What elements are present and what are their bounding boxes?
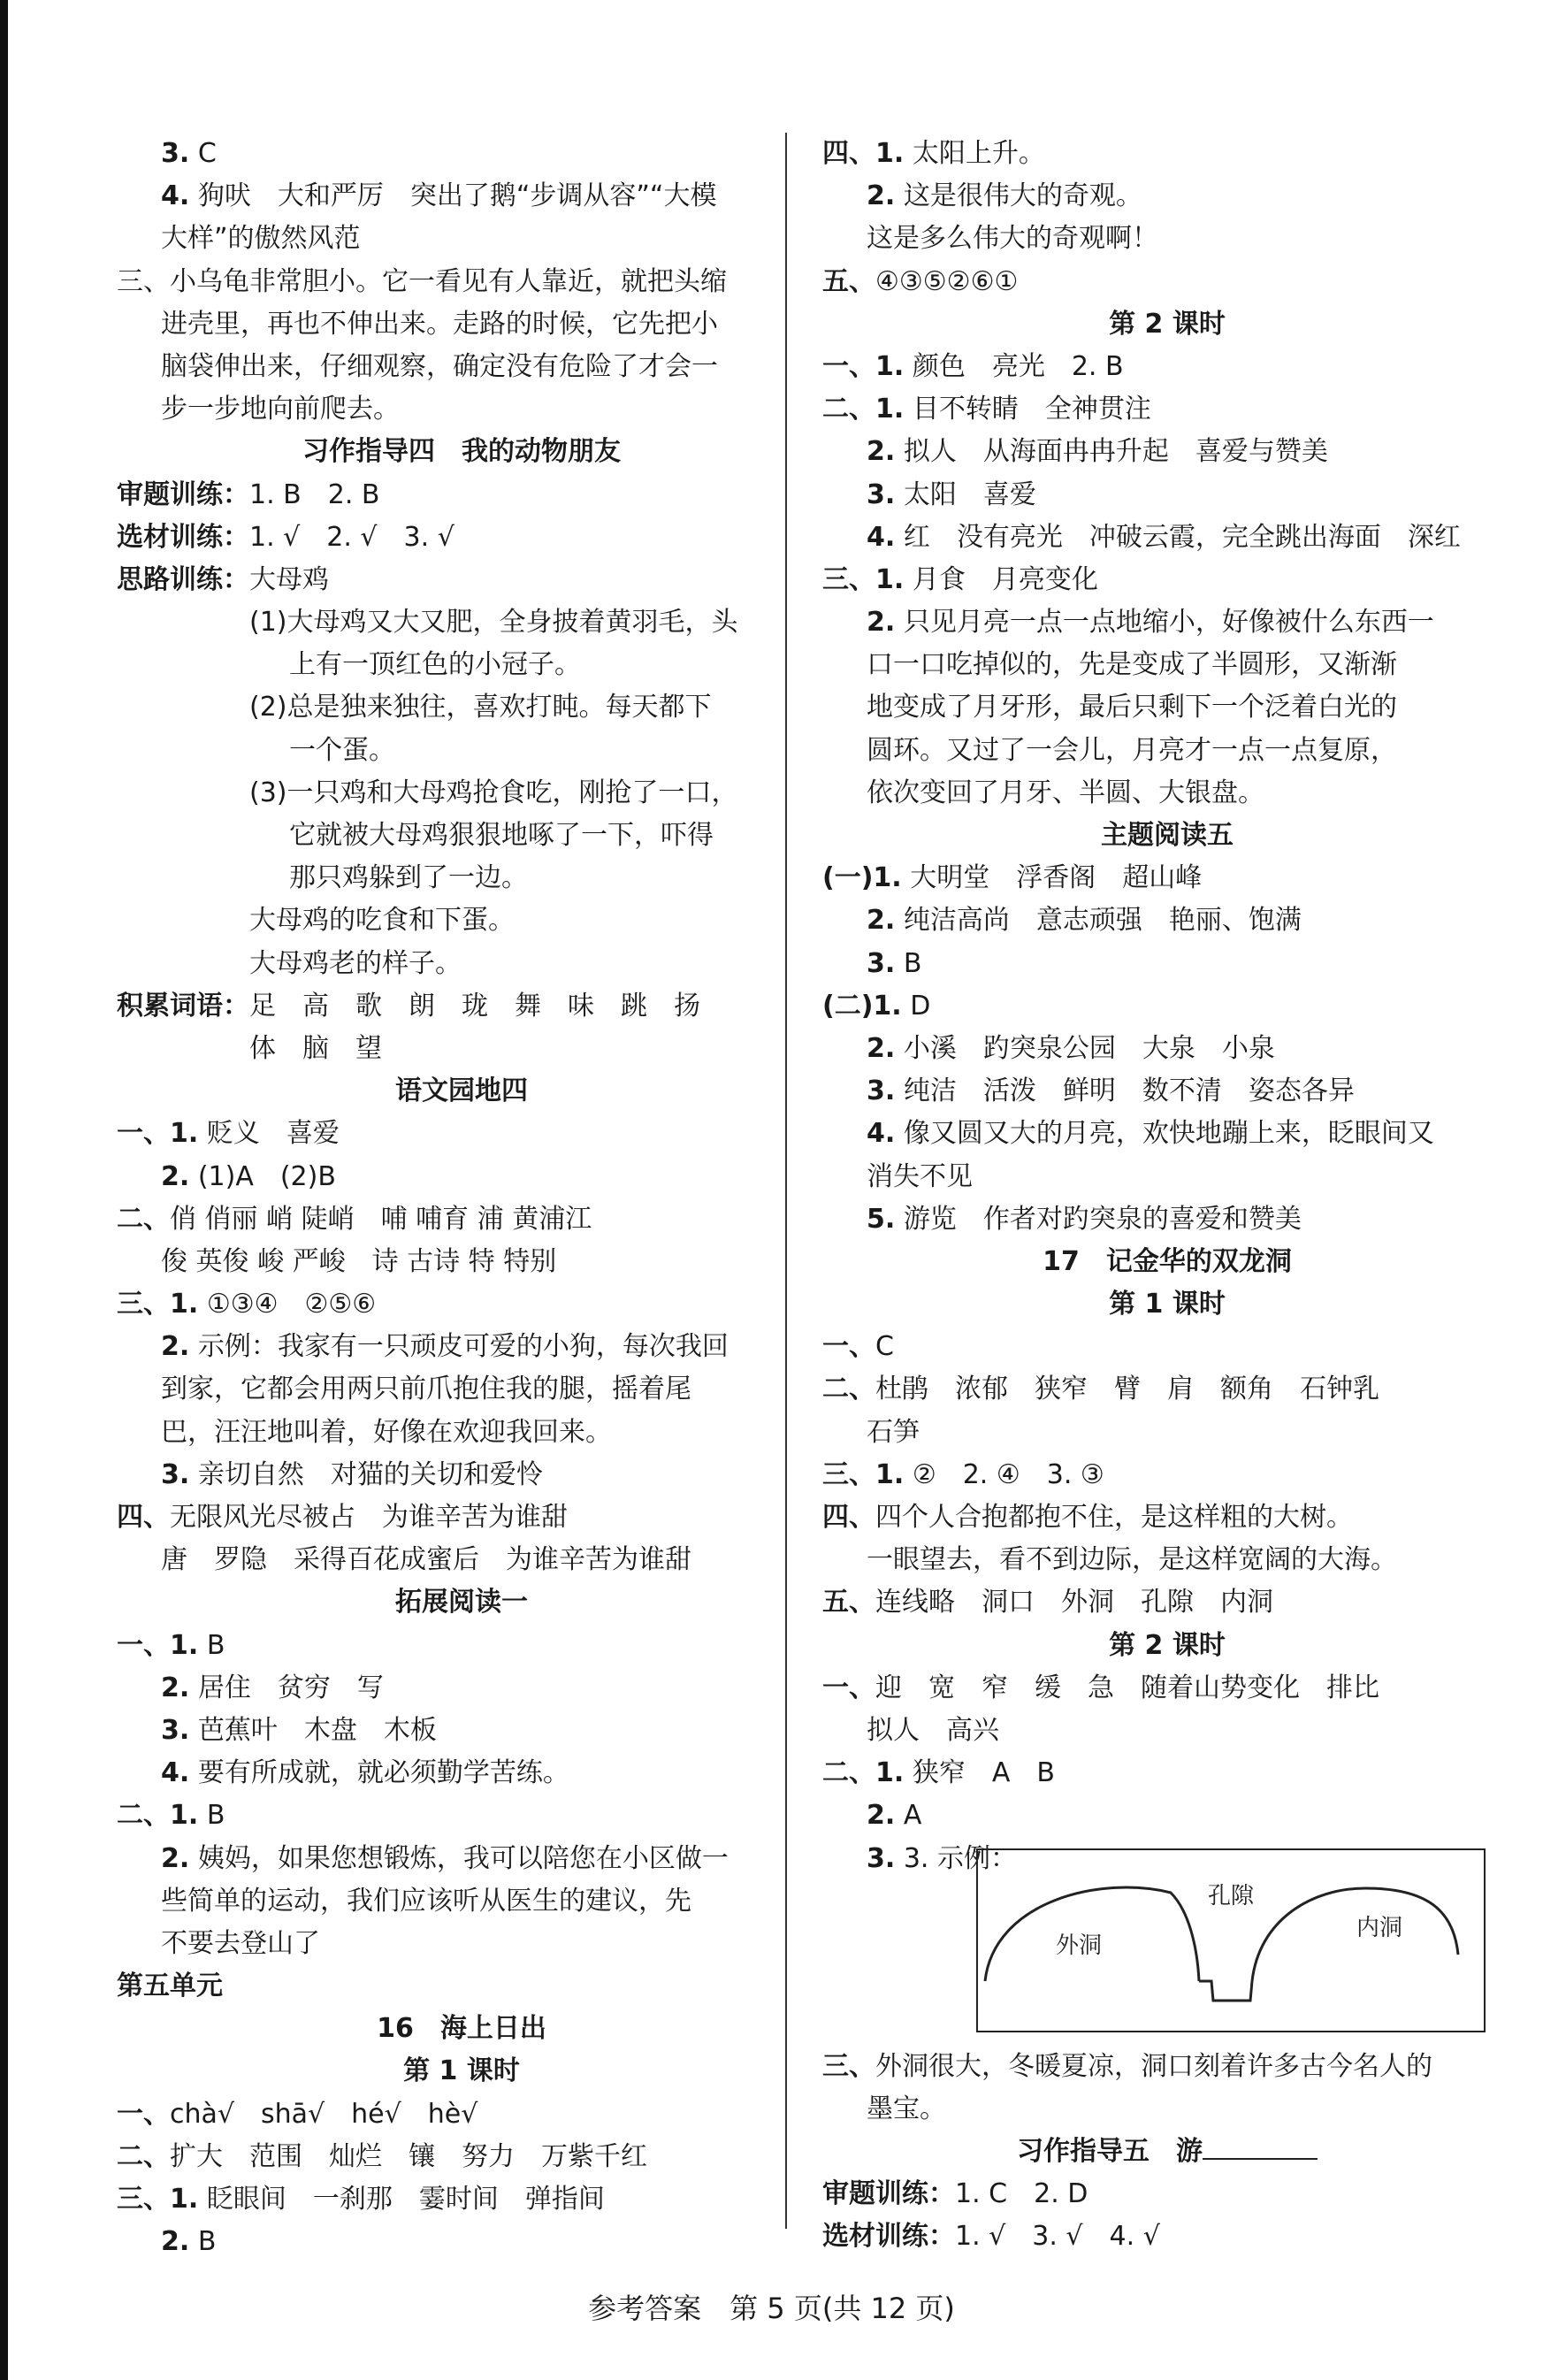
answer-line: 二、1. 狭窄 A B (822, 1757, 1055, 1789)
section-heading: 主题阅读五 (1101, 820, 1234, 851)
answer-line: 大母鸡的吃食和下蛋。 (249, 905, 515, 937)
answer-line: 3. C (161, 138, 217, 169)
answer-line: 3. 纯洁 活泼 鲜明 数不清 姿态各异 (867, 1075, 1355, 1107)
section-heading: 第 2 课时 (1109, 308, 1226, 340)
answer-line: 一、1. 贬义 喜爱 (117, 1118, 340, 1150)
answer-line: 些简单的运动，我们应该听从医生的建议，先 (161, 1885, 691, 1917)
answer-line: 唐 罗隐 采得百花成蜜后 为谁辛苦为谁甜 (161, 1544, 691, 1576)
answer-line: 思路训练：大母鸡 (117, 563, 329, 595)
answer-line: 一、C (822, 1331, 894, 1363)
answer-line: 审题训练：1. C 2. D (822, 2178, 1089, 2210)
answer-line: 脑袋伸出来，仔细观察，确定没有危险了才会一 (161, 350, 718, 382)
answer-line: 2. 只见月亮一点一点地缩小，好像被什么东西一 (867, 607, 1434, 639)
answer-line: 一、1. 颜色 亮光 2. B (822, 350, 1124, 382)
answer-line: 三、1. 月食 月亮变化 (822, 563, 1098, 595)
answer-line: (二)1. D (822, 990, 931, 1022)
answer-line: 4. 要有所成就，就必须勤学苦练。 (161, 1757, 569, 1789)
answer-line: 四、无限风光尽被占 为谁辛苦为谁甜 (117, 1502, 568, 1533)
answer-line: 2. 小溪 趵突泉公园 大泉 小泉 (867, 1032, 1275, 1064)
answer-line: (2)总是独来独往，喜欢打盹。每天都下 (249, 692, 712, 723)
answer-line: 2. (1)A (2)B (161, 1160, 336, 1192)
answer-line: 3. 芭蕉叶 木盘 木板 (161, 1714, 437, 1746)
answer-line: 选材训练：1. √ 3. √ 4. √ (822, 2221, 1160, 2253)
figure-label-text: 3. 示例： (903, 1842, 1017, 1874)
answer-line: 二、扩大 范围 灿烂 镶 努力 万紫千红 (117, 2140, 647, 2172)
answer-line: 一眼望去，看不到边际，是这样宽阔的大海。 (867, 1544, 1397, 1576)
section-heading: 第 1 课时 (1109, 1289, 1226, 1320)
section-heading: 拓展阅读一 (395, 1587, 528, 1619)
answer-line: 3. B (867, 947, 922, 979)
page-footer: 参考答案 第 5 页(共 12 页) (588, 2292, 955, 2325)
diagram-frame (977, 1849, 1485, 2032)
answer-line: 2. 纯洁高尚 意志顽强 艳丽、饱满 (867, 905, 1302, 937)
section-heading: 17 记金华的双龙洞 (1043, 1245, 1292, 1277)
answer-line: 二、杜鹃 浓郁 狭窄 臂 肩 额角 石钟乳 (822, 1374, 1379, 1405)
answer-line: 俊 英俊 峻 严峻 诗 古诗 特 特别 (161, 1245, 557, 1277)
answer-line: 2. 姨妈，如果您想锻炼，我可以陪您在小区做一 (161, 1842, 729, 1874)
cave-diagram-row (822, 1838, 1512, 2046)
answer-line: 体 脑 望 (249, 1032, 382, 1064)
answer-line: 三、小乌龟非常胆小。它一看见有人靠近，就把头缩 (117, 265, 727, 297)
answer-line: 3. 太阳 喜爱 (867, 478, 1036, 510)
answer-line: 不要去登山了 (161, 1927, 320, 1959)
gap-channel (1199, 1981, 1252, 2001)
answer-line: 四、四个人合抱都抱不住，是这样粗的大树。 (822, 1502, 1353, 1533)
label-inner-cave: 内洞 (1356, 1914, 1403, 1941)
answer-line: 4. 像又圆又大的月亮，欢快地蹦上来，眨眼间又 (867, 1118, 1434, 1150)
answer-line: (一)1. 大明堂 浮香阁 超山峰 (822, 862, 1203, 894)
answer-line: 地变成了月牙形，最后只剩下一个泛着白光的 (867, 692, 1397, 723)
answer-line: 四、1. 太阳上升。 (822, 138, 1045, 169)
answer-line: 五、④③⑤②⑥① (822, 265, 1019, 297)
answer-line: 三、外洞很大，冬暖夏凉，洞口刻着许多古今名人的 (822, 2050, 1432, 2082)
answer-line: 2. 拟人 从海面冉冉升起 喜爱与赞美 (867, 436, 1328, 468)
answer-line: 一个蛋。 (289, 734, 395, 766)
answer-line: 2. 这是很伟大的奇观。 (867, 180, 1142, 212)
answer-line: 圆环。又过了一会儿，月亮才一点一点复原， (867, 734, 1397, 766)
answer-line: 2. 示例：我家有一只顽皮可爱的小狗，每次我回 (161, 1331, 729, 1363)
answer-line: 审题训练：1. B 2. B (117, 478, 380, 510)
answer-line: 一、chà√ shā√ hé√ hè√ (117, 2098, 478, 2130)
section-heading: 16 海上日出 (377, 2013, 546, 2045)
answer-line: 4. 狗吠 大和严厉 突出了鹅“步调从容”“大模 (161, 180, 717, 212)
answer-line: 石笋 (867, 1416, 920, 1448)
answer-line: 第五单元 (117, 1971, 223, 2002)
answer-line: 三、1. 眨眼间 一刹那 霎时间 弹指间 (117, 2184, 605, 2215)
answer-line: 依次变回了月牙、半圆、大银盘。 (867, 777, 1264, 808)
answer-line: 拟人 高兴 (867, 1714, 999, 1746)
answer-line: 进壳里，再也不伸出来。走路的时候，它先把小 (161, 308, 718, 340)
answer-line: 三、1. ①③④ ②⑤⑥ (117, 1289, 377, 1320)
section-heading: 第 1 课时 (403, 2055, 520, 2087)
answer-line: 大母鸡老的样子。 (249, 947, 462, 979)
section-heading: 习作指导五 游 (822, 2131, 1512, 2173)
left-column (117, 133, 806, 2263)
answer-line: 2. B (161, 2226, 217, 2258)
section-heading: 第 2 课时 (1109, 1629, 1226, 1661)
right-column (822, 133, 1512, 2258)
answer-line: 上有一顶红色的小冠子。 (289, 649, 581, 681)
answer-line: 4. 红 没有亮光 冲破云霞，完全跳出海面 深红 (867, 521, 1461, 553)
answer-line: 3. 亲切自然 对猫的关切和爱怜 (161, 1458, 543, 1490)
binding-edge (0, 0, 8, 2380)
answer-line: 这是多么伟大的奇观啊！ (867, 223, 1158, 255)
section-heading: 习作指导四 我的动物朋友 (302, 436, 621, 468)
figure-label: 3. 3. 示例： (867, 1842, 1017, 1874)
answer-line: 到家，它都会用两只前爪抱住我的腿，摇着尾 (161, 1374, 691, 1405)
answer-line: 口一口吃掉似的，先是变成了半圆形，又渐渐 (867, 649, 1397, 681)
cave-diagram (976, 1848, 1486, 2032)
answer-line: (3)一只鸡和大母鸡抢食吃，刚抢了一口， (249, 777, 738, 808)
answer-line: 三、1. ② 2. ④ 3. ③ (822, 1458, 1104, 1490)
answer-line: (1)大母鸡又大又肥，全身披着黄羽毛，头 (249, 607, 738, 639)
answer-line: 五、连线略 洞口 外洞 孔隙 内洞 (822, 1587, 1273, 1619)
answer-line: 巴，汪汪地叫着，好像在欢迎我回来。 (161, 1416, 612, 1448)
fill-in-blank (1203, 2131, 1318, 2160)
answer-line: 墨宝。 (867, 2093, 946, 2124)
answer-line: 一、迎 宽 窄 缓 急 随着山势变化 排比 (822, 1672, 1379, 1703)
answer-line: 二、1. B (117, 1800, 225, 1832)
answer-line: 积累词语：足 高 歌 朗 珑 舞 味 跳 扬 (117, 990, 700, 1022)
answer-line: 二、俏 俏丽 峭 陡峭 哺 哺育 浦 黄浦江 (117, 1203, 592, 1235)
answer-line: 消失不见 (867, 1160, 973, 1192)
answer-line: 选材训练：1. √ 2. √ 3. √ (117, 521, 454, 553)
answer-line: 5. 游览 作者对趵突泉的喜爱和赞美 (867, 1203, 1302, 1235)
answer-line: 2. 居住 贫穷 写 (161, 1672, 384, 1703)
inner-cave-arc (1252, 1888, 1458, 1981)
answer-line: 2. A (867, 1800, 922, 1832)
label-gap: 孔隙 (1208, 1882, 1255, 1909)
answer-line: 步一步地向前爬去。 (161, 394, 400, 425)
answer-line: 二、1. 目不转睛 全神贯注 (822, 394, 1151, 425)
answer-line: 一、1. B (117, 1629, 225, 1661)
label-outer-cave: 外洞 (1056, 1932, 1103, 1959)
section-heading: 语文园地四 (395, 1075, 528, 1107)
answer-line: 大样”的傲然风范 (161, 223, 361, 255)
answer-line: 那只鸡躲到了一边。 (289, 862, 528, 894)
answer-line: 它就被大母鸡狠狠地啄了一下，吓得 (289, 820, 714, 851)
